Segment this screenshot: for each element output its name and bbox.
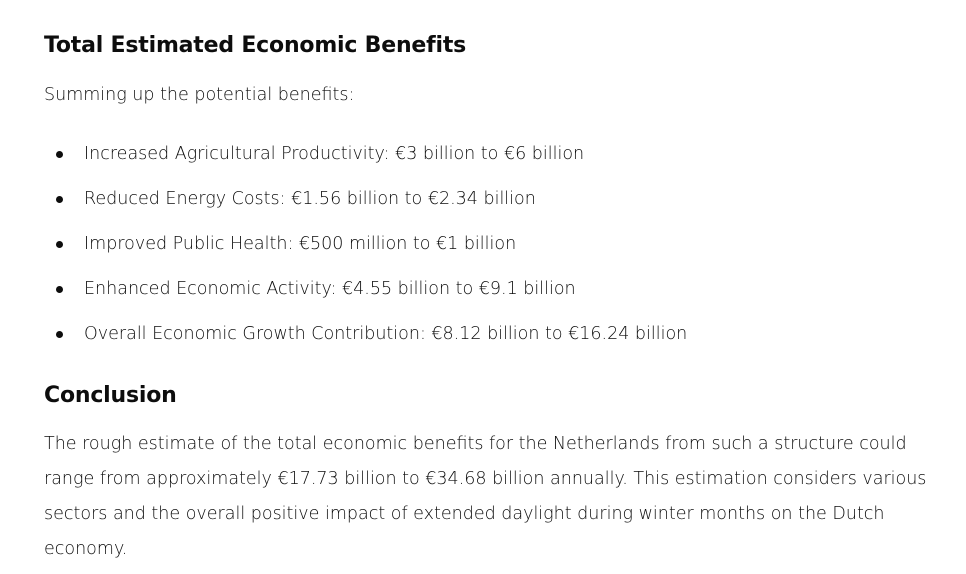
bullet-icon [56,151,63,158]
list-item-text: Improved Public Health: €500 million to €1 billion [84,234,517,254]
bullet-icon [56,331,63,338]
bullet-icon [56,286,63,293]
list-item-text: Enhanced Economic Activity: €4.55 billion to €9.1 billion [84,279,576,299]
total-benefits-heading: Total Estimated Economic Benefits [44,33,467,58]
benefits-intro: Summing up the potential benefits: [44,85,355,105]
list-item [44,320,687,348]
list-item-text: Overall Economic Growth Contribution: €8.12 billion to €16.24 billion [84,324,688,344]
bullet-icon [56,241,63,248]
list-item [44,185,687,213]
list-item [44,275,687,303]
list-item-text: Reduced Energy Costs: €1.56 billion to €2.34 billion [84,189,536,209]
conclusion-heading: Conclusion [44,383,177,408]
list-item [44,230,687,258]
list-item-text: Increased Agricultural Productivity: €3 billion to €6 billion [84,144,585,164]
bullet-icon [56,196,63,203]
list-item [44,140,687,168]
conclusion-paragraph: The rough estimate of the total economic benefits for the Netherlands from such a structure could range from approximately €17.73 billion to €34.68 billion annually. This estimation considers various sectors and the overall positive impact of extended daylight during winter months on the Dutch economy. [44,434,927,559]
benefits-list [44,140,687,365]
